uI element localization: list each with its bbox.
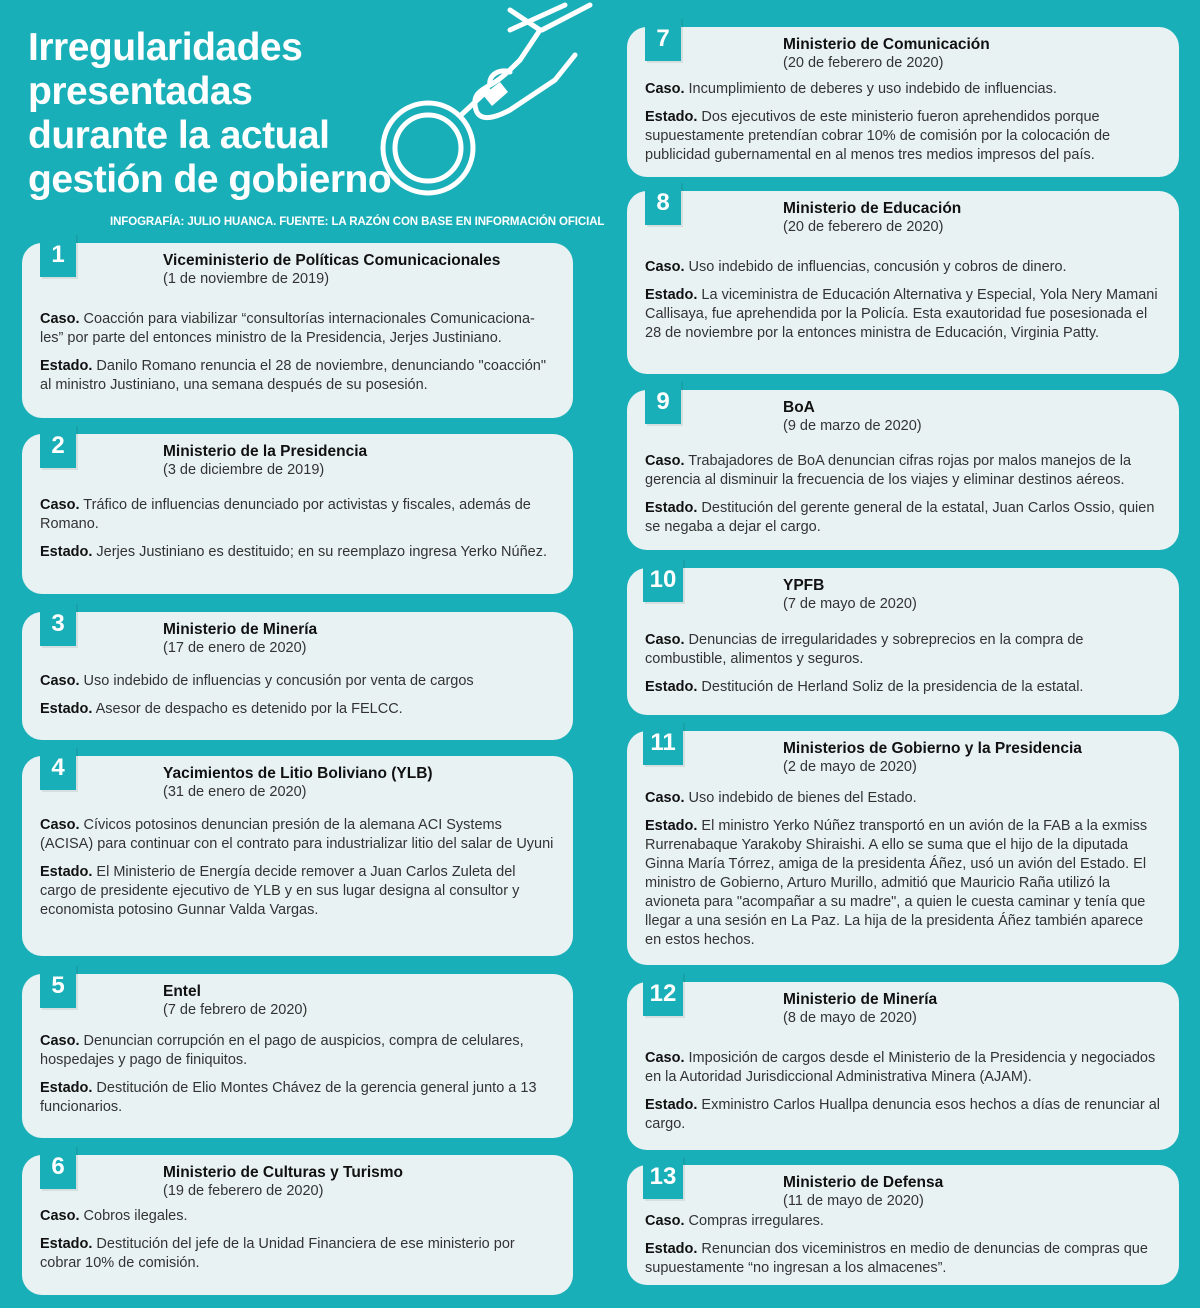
case-entity: Ministerio de Minería (783, 991, 938, 1008)
case-description (40, 1207, 555, 1226)
case-number-badge: 4 (40, 746, 76, 790)
case-card-4 (22, 756, 573, 956)
caso-label: Caso. (40, 1208, 80, 1224)
case-entity: Viceministerio de Políticas Comunicacionales (163, 252, 501, 269)
caso-text: Coacción para viabilizar “consultorías internacionales Comunicaciona-les” por parte del entonces ministro de la Presidencia, Jerjes Justiniano. (40, 311, 535, 346)
case-status (40, 700, 555, 719)
case-description (40, 496, 555, 534)
case-number-badge: 11 (643, 721, 683, 765)
case-card-8 (627, 191, 1179, 374)
case-number-badge: 7 (645, 17, 681, 61)
case-card-6 (22, 1155, 573, 1295)
case-card-2 (22, 434, 573, 594)
caso-text: Trabajadores de BoA denuncian cifras rojas por malos manejos de la gerencia al disminuir la frecuencia de los viajes y eliminar destinos aéreos. (645, 453, 1132, 488)
caso-label: Caso. (40, 673, 80, 689)
case-entity: Yacimientos de Litio Boliviano (YLB) (163, 765, 433, 782)
caso-text: Cobros ilegales. (83, 1208, 188, 1224)
case-number-badge: 1 (40, 233, 76, 277)
case-card-13 (627, 1165, 1179, 1285)
case-status (645, 286, 1161, 343)
estado-text: Destitución del gerente general de la estatal, Juan Carlos Ossio, quien se negaba a dejar el cargo. (645, 500, 1155, 535)
case-number-badge: 6 (40, 1145, 76, 1189)
estado-label: Estado. (645, 679, 698, 695)
title-line: presentadas (28, 70, 253, 113)
estado-label: Estado. (40, 701, 93, 717)
case-status (645, 499, 1161, 537)
case-entity: Ministerio de Culturas y Turismo (163, 1164, 404, 1181)
case-card-10 (627, 568, 1179, 715)
case-card-3 (22, 612, 573, 740)
case-number-badge: 12 (643, 972, 683, 1016)
case-entity: Ministerio de Educación (783, 200, 962, 217)
case-description (645, 258, 1161, 277)
case-description (40, 1032, 555, 1070)
case-card-11 (627, 731, 1179, 965)
estado-label: Estado. (40, 358, 93, 374)
case-entity: Ministerio de Comunicación (783, 36, 990, 53)
case-status (40, 1235, 555, 1273)
case-date: (8 de mayo de 2020) (783, 1010, 917, 1026)
case-description (645, 1049, 1161, 1087)
estado-text: Exministro Carlos Huallpa denuncia esos hechos a días de renunciar al cargo. (645, 1097, 1161, 1132)
case-date: (3 de diciembre de 2019) (163, 462, 325, 478)
case-number-badge: 5 (40, 964, 76, 1008)
case-date: (19 de feberero de 2020) (163, 1183, 324, 1199)
caso-text: Uso indebido de influencias, concusión y cobros de dinero. (688, 259, 1067, 275)
case-number-badge: 2 (40, 424, 76, 468)
title-line: gestión de gobierno (28, 158, 392, 201)
case-entity: YPFB (783, 577, 825, 594)
case-status (645, 1240, 1161, 1278)
case-number-badge: 10 (643, 558, 683, 602)
caso-label: Caso. (40, 311, 80, 327)
case-description (40, 816, 555, 854)
title-line: durante la actual (28, 114, 330, 157)
estado-label: Estado. (645, 287, 698, 303)
estado-label: Estado. (645, 109, 698, 125)
case-entity: BoA (783, 399, 815, 416)
estado-text: El ministro Yerko Núñez transportó en un avión de la FAB a la exmiss Rurrenabaque Yarakoby Shiraishi. A ello se suma que el hijo de la diputada Ginna María Tórrez, amiga de la presidenta Áñez, usó un avión del Estado. El ministro de Gobierno, Arturo Murillo, admitió que Mauricio Raña utilizó la avioneta para "acompañar a su madre", a quien le cuesta caminar y tenía que llegar a una sesión en La Paz. La hija de la presidenta Áñez también aparece en estos hechos. (645, 818, 1148, 948)
case-date: (1 de noviembre de 2019) (163, 271, 330, 287)
case-number-badge: 8 (645, 181, 681, 225)
estado-text: El Ministerio de Energía decide remover a Juan Carlos Zuleta del cargo de presidente ejecutivo de YLB y en sus lugar designa al consultor y economista potosino Gunnar Valda Vargas. (40, 864, 520, 918)
caso-label: Caso. (645, 1213, 685, 1229)
case-date: (20 de feberero de 2020) (783, 55, 944, 71)
case-status (40, 1079, 555, 1117)
case-entity: Ministerio de Defensa (783, 1174, 944, 1191)
case-description (645, 631, 1161, 669)
case-description (645, 1212, 1161, 1231)
estado-label: Estado. (645, 1241, 698, 1257)
case-description (645, 789, 1161, 808)
caso-text: Uso indebido de influencias y concusión por venta de cargos (83, 673, 474, 689)
caso-label: Caso. (40, 1033, 80, 1049)
case-number-badge: 13 (643, 1155, 683, 1199)
caso-label: Caso. (645, 259, 685, 275)
caso-label: Caso. (645, 453, 685, 469)
case-status (40, 357, 555, 395)
caso-text: Incumplimiento de deberes y uso indebido de influencias. (688, 81, 1057, 97)
estado-text: Danilo Romano renuncia el 28 de noviembre, denunciando "coacción" al ministro Justiniano, una semana después de su posesión. (40, 358, 547, 393)
case-card-9 (627, 390, 1179, 550)
case-description (645, 452, 1161, 490)
case-card-7 (627, 27, 1179, 177)
estado-text: Jerjes Justiniano es destituido; en su reemplazo ingresa Yerko Núñez. (96, 544, 547, 560)
case-date: (2 de mayo de 2020) (783, 759, 917, 775)
caso-label: Caso. (645, 81, 685, 97)
caso-label: Caso. (645, 1050, 685, 1066)
case-status (645, 108, 1161, 165)
case-status (645, 817, 1161, 950)
caso-label: Caso. (40, 817, 80, 833)
case-status (645, 1096, 1161, 1134)
case-entity: Ministerio de la Presidencia (163, 443, 368, 460)
case-card-1 (22, 243, 573, 418)
caso-text: Compras irregulares. (688, 1213, 824, 1229)
case-status (645, 678, 1161, 697)
caso-label: Caso. (645, 632, 685, 648)
estado-label: Estado. (645, 818, 698, 834)
caso-text: Denuncian corrupción en el pago de auspicios, compra de celulares, hospedajes y pago de finiquitos. (40, 1033, 524, 1068)
case-description (40, 310, 555, 348)
caso-text: Tráfico de influencias denunciado por activistas y fiscales, además de Romano. (40, 497, 531, 532)
estado-label: Estado. (40, 544, 93, 560)
case-card-12 (627, 982, 1179, 1150)
case-entity: Entel (163, 983, 201, 1000)
case-date: (7 de febrero de 2020) (163, 1002, 308, 1018)
caso-text: Denuncias de irregularidades y sobreprecios en la compra de combustible, alimentos y seguros. (645, 632, 1084, 667)
title-line: Irregularidades (28, 26, 303, 69)
estado-text: Destitución de Elio Montes Chávez de la gerencia general junto a 13 funcionarios. (40, 1080, 537, 1115)
estado-label: Estado. (645, 1097, 698, 1113)
case-number-badge: 3 (40, 602, 76, 646)
caso-label: Caso. (40, 497, 80, 513)
estado-text: Asesor de despacho es detenido por la FELCC. (95, 701, 403, 717)
estado-label: Estado. (645, 500, 698, 516)
case-description (645, 80, 1161, 99)
caso-text: Cívicos potosinos denuncian presión de la alemana ACI Systems (ACISA) para continuar con el contrato para industrializar litio del salar de Uyuni (40, 817, 554, 852)
case-date: (9 de marzo de 2020) (783, 418, 922, 434)
case-status (40, 863, 555, 920)
case-status (40, 543, 555, 562)
caso-text: Uso indebido de bienes del Estado. (688, 790, 917, 806)
caso-label: Caso. (645, 790, 685, 806)
estado-text: Destitución de Herland Soliz de la presidencia de la estatal. (701, 679, 1084, 695)
case-date: (31 de enero de 2020) (163, 784, 307, 800)
estado-text: Dos ejecutivos de este ministerio fueron aprehendidos porque supuestamente pretendían cobrar 10% de comisión por la colocación de publicidad gubernamental en al menos tres medios impresos del país. (645, 109, 1111, 163)
case-date: (17 de enero de 2020) (163, 640, 307, 656)
case-date: (7 de mayo de 2020) (783, 596, 917, 612)
hand-holding-magnifier-icon (360, 0, 600, 200)
estado-label: Estado. (40, 864, 93, 880)
case-card-5 (22, 974, 573, 1138)
case-description (40, 672, 555, 691)
case-date: (11 de mayo de 2020) (783, 1193, 924, 1209)
case-number-badge: 9 (645, 380, 681, 424)
estado-text: Renuncian dos viceministros en medio de denuncias de compras que supuestamente “no ingresan a los almacenes”. (645, 1241, 1148, 1276)
estado-text: Destitución del jefe de la Unidad Financiera de ese ministerio por cobrar 10% de comisión. (40, 1236, 515, 1271)
credit-line: INFOGRAFÍA: JULIO HUANCA. FUENTE: LA RAZÓN CON BASE EN INFORMACIÓN OFICIAL (110, 216, 605, 228)
caso-text: Imposición de cargos desde el Ministerio de la Presidencia y negociados en la Autoridad Jurisdiccional Administrativa Minera (AJAM). (645, 1050, 1156, 1085)
estado-label: Estado. (40, 1080, 93, 1096)
case-date: (20 de feberero de 2020) (783, 219, 944, 235)
case-entity: Ministerio de Minería (163, 621, 318, 638)
estado-label: Estado. (40, 1236, 93, 1252)
estado-text: La viceministra de Educación Alternativa y Especial, Yola Nery Mamani Callisaya, fue aprehendida por la Policía. Esta exautoridad fue posesionada el 28 de noviembre por la entonces ministra de Educación, Virginia Patty. (645, 287, 1158, 341)
case-entity: Ministerios de Gobierno y la Presidencia (783, 740, 1082, 757)
